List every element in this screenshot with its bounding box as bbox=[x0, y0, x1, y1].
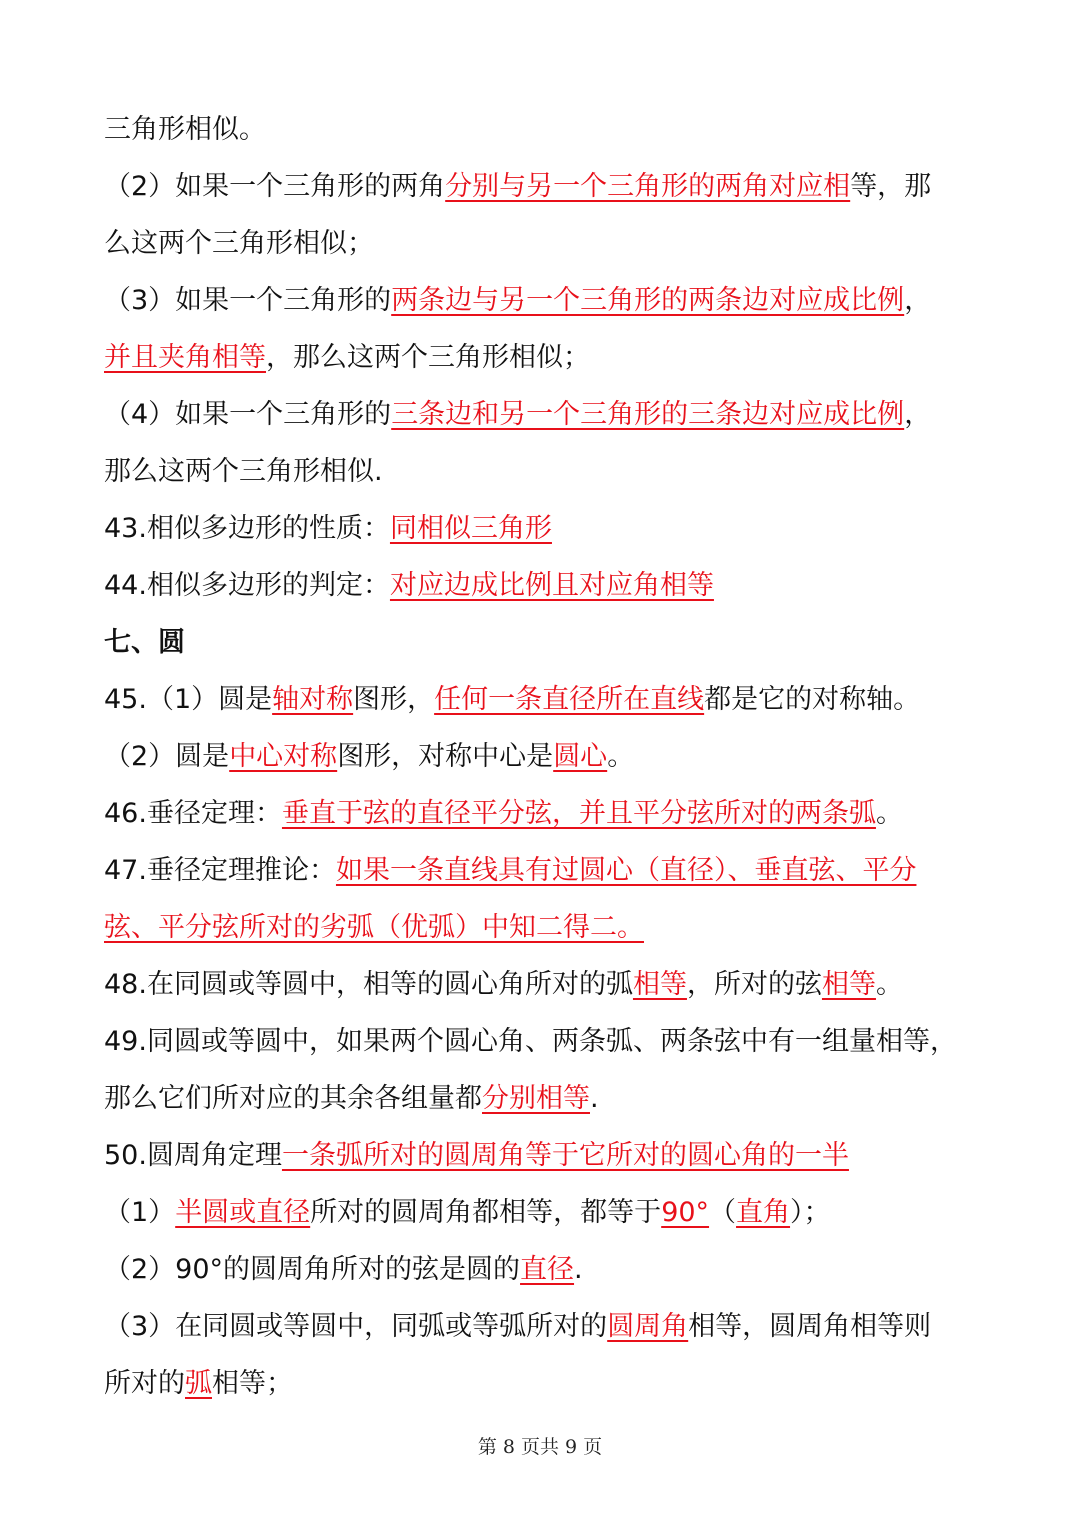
highlighted-answer: 相等 bbox=[632, 969, 687, 1000]
text-line bbox=[104, 1193, 984, 1233]
line-text: ，那么这两个三角形相似； bbox=[266, 342, 590, 373]
line-text: 图形， bbox=[353, 684, 435, 715]
line-text: （3）如果一个三角形的 bbox=[104, 285, 392, 316]
highlighted-answer: 分别与另一个三角形的两角对应相 bbox=[445, 171, 851, 202]
line-text: 44.相似多边形的判定： bbox=[104, 570, 390, 601]
line-text: 43.相似多边形的性质： bbox=[104, 513, 390, 544]
line-text: 45.（1）圆是 bbox=[104, 684, 273, 715]
highlighted-answer: 弦、平分弦所对的劣弧（优弧）中知二得二。 bbox=[104, 912, 644, 943]
line-text: . bbox=[590, 1083, 599, 1114]
page-number: 第 8 页共 9 页 bbox=[477, 1436, 603, 1458]
text-line bbox=[104, 1307, 984, 1347]
highlighted-answer: 垂直于弦的直径平分弦，并且平分弦所对的两条弧 bbox=[281, 798, 876, 829]
highlighted-answer: 同相似三角形 bbox=[389, 513, 552, 544]
line-text: 所对的 bbox=[104, 1368, 185, 1399]
highlighted-answer: 90° bbox=[661, 1197, 710, 1228]
line-text: （1） bbox=[104, 1197, 176, 1228]
line-text: 三角形相似。 bbox=[104, 114, 266, 145]
line-text: 相等； bbox=[212, 1368, 293, 1399]
text-line bbox=[104, 908, 984, 948]
text-line bbox=[104, 851, 984, 891]
text-line bbox=[104, 1136, 984, 1176]
text-line bbox=[104, 110, 984, 150]
line-text: （2）如果一个三角形的两角 bbox=[104, 171, 446, 202]
highlighted-answer: 三条边和另一个三角形的三条边对应成比例 bbox=[391, 399, 905, 430]
text-line bbox=[104, 794, 984, 834]
highlighted-answer: 轴对称 bbox=[272, 684, 354, 715]
text-line bbox=[104, 680, 984, 720]
text-line bbox=[104, 1079, 984, 1119]
highlighted-answer: 如果一条直线具有过圆心（直径）、垂直弦、平分 bbox=[335, 855, 917, 886]
line-text: （2）圆是 bbox=[104, 741, 230, 772]
highlighted-answer: 弧 bbox=[185, 1368, 212, 1399]
page-footer bbox=[0, 1432, 1080, 1462]
line-text: ， bbox=[904, 399, 932, 430]
section-heading-text: 七、圆 bbox=[104, 627, 185, 658]
text-line bbox=[104, 965, 984, 1005]
highlighted-answer: 两条边与另一个三角形的两条边对应成比例 bbox=[391, 285, 905, 316]
highlighted-answer: 对应边成比例且对应角相等 bbox=[389, 570, 714, 601]
highlighted-answer: 任何一条直径所在直线 bbox=[434, 684, 705, 715]
text-line bbox=[104, 338, 984, 378]
line-text: 。 bbox=[875, 969, 903, 1000]
text-line bbox=[104, 395, 984, 435]
text-line bbox=[104, 167, 984, 207]
highlighted-answer: 圆心 bbox=[553, 741, 608, 772]
line-text: ）； bbox=[790, 1197, 831, 1228]
line-text: 50.圆周角定理 bbox=[104, 1140, 282, 1171]
line-text: 那么它们所对应的其余各组量都 bbox=[104, 1083, 482, 1114]
text-line bbox=[104, 1250, 984, 1290]
line-text: . bbox=[574, 1254, 583, 1285]
line-text: ，所对的弦 bbox=[686, 969, 822, 1000]
line-text: （2）90°的圆周角所对的弦是圆的 bbox=[104, 1254, 521, 1285]
highlighted-answer: 圆周角 bbox=[607, 1311, 689, 1342]
highlighted-answer: 中心对称 bbox=[229, 741, 338, 772]
highlighted-answer: 直径 bbox=[520, 1254, 575, 1285]
line-text: ， bbox=[904, 285, 932, 316]
line-text: （ bbox=[709, 1197, 737, 1228]
text-line bbox=[104, 509, 984, 549]
line-text: 。 bbox=[607, 741, 635, 772]
text-line bbox=[104, 452, 984, 492]
line-text: 。 bbox=[875, 798, 903, 829]
line-text: 都是它的对称轴。 bbox=[704, 684, 921, 715]
line-text: 等，那 bbox=[850, 171, 932, 202]
line-text: 49.同圆或等圆中，如果两个圆心角、两条弧、两条弦中有一组量相等， bbox=[104, 1026, 957, 1057]
line-text: 48.在同圆或等圆中，相等的圆心角所对的弧 bbox=[104, 969, 633, 1000]
line-text: （3）在同圆或等圆中，同弧或等弧所对的 bbox=[104, 1311, 608, 1342]
line-text: 那么这两个三角形相似. bbox=[104, 456, 383, 487]
section-heading bbox=[104, 623, 984, 663]
line-text: 么这两个三角形相似； bbox=[104, 228, 374, 259]
text-line bbox=[104, 1364, 984, 1404]
text-line bbox=[104, 224, 984, 264]
text-line bbox=[104, 1022, 984, 1062]
line-text: 47.垂径定理推论： bbox=[104, 855, 336, 886]
line-text: （4）如果一个三角形的 bbox=[104, 399, 392, 430]
line-text: 相等，圆周角相等则 bbox=[688, 1311, 932, 1342]
line-text: 图形，对称中心是 bbox=[337, 741, 554, 772]
line-text: 46.垂径定理： bbox=[104, 798, 282, 829]
highlighted-answer: 一条弧所对的圆周角等于它所对的圆心角的一半 bbox=[281, 1140, 849, 1171]
highlighted-answer: 直角 bbox=[736, 1197, 791, 1228]
highlighted-answer: 并且夹角相等 bbox=[104, 342, 266, 373]
text-line bbox=[104, 281, 984, 321]
text-line bbox=[104, 737, 984, 777]
line-text: 所对的圆周角都相等，都等于 bbox=[310, 1197, 662, 1228]
highlighted-answer: 分别相等 bbox=[482, 1083, 590, 1114]
highlighted-answer: 半圆或直径 bbox=[175, 1197, 311, 1228]
text-line bbox=[104, 566, 984, 606]
highlighted-answer: 相等 bbox=[821, 969, 876, 1000]
